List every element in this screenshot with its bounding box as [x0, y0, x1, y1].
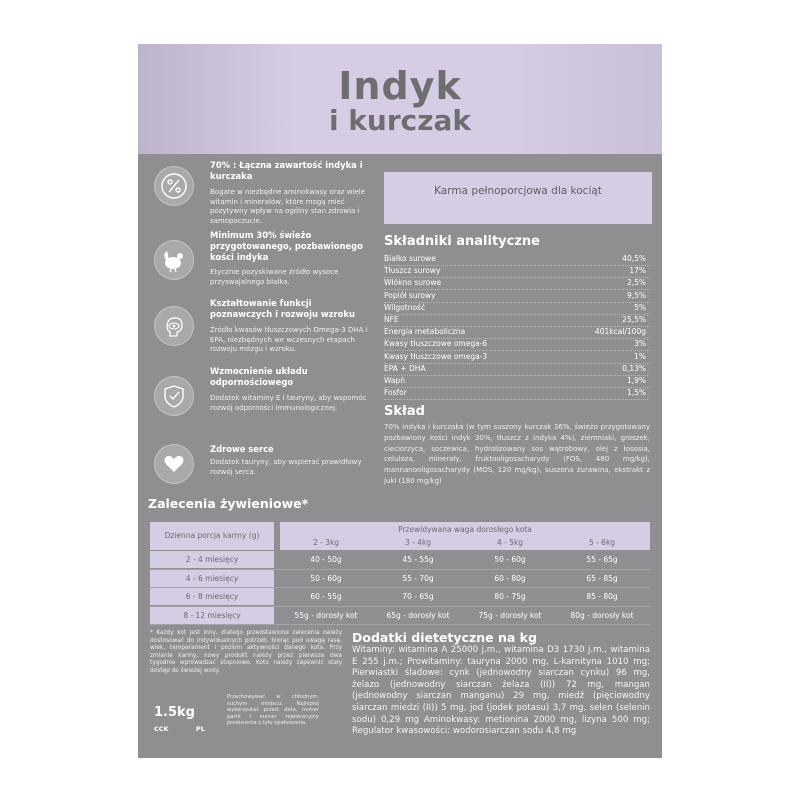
turkey-icon	[154, 240, 194, 280]
feeding-portion-cell: 55 - 70g	[402, 573, 434, 583]
row-divider	[150, 624, 650, 625]
title-band	[138, 44, 662, 154]
product-type-label: Karma pełnoporcjowa dla kociąt	[434, 185, 602, 197]
feature-desc: Źródło kwasów tłuszczowych Omega-3 DHA i EPA, niezbędnych we wczesnych etapach rozwoju mózgu i wzroku.	[210, 326, 368, 353]
analytical-heading: Składniki analityczne	[384, 234, 540, 249]
feature-desc: Dodatek tauryny, aby wspierać prawidłowy rozwój serca.	[210, 458, 362, 476]
feeding-portion-cell: 85 - 80g	[586, 592, 618, 601]
feature-title: Wzmocnienie układu odpornościowego	[210, 366, 308, 387]
weight-column-header: 4 - 5kg	[496, 538, 524, 547]
feature-title: Zdrowe serce	[210, 444, 274, 454]
analytical-name: Kwasy tłuszczowe omega-3	[384, 351, 488, 361]
feeding-age-label: 8 - 12 miesięcy	[183, 610, 241, 620]
analytical-value: 5%	[634, 302, 646, 312]
feature-protein	[154, 160, 364, 230]
analytical-row	[384, 387, 650, 400]
weight-column-header: 5 - 6kg	[588, 538, 616, 547]
feeding-portion-cell: 55 - 65g	[586, 555, 618, 564]
analytical-name: Białko surowe	[384, 254, 436, 263]
shield-icon	[154, 376, 194, 416]
feeding-top-header	[280, 522, 650, 550]
feeding-portion-cell: 40 - 50g	[310, 555, 342, 564]
feeding-portion-cell: 60 - 55g	[310, 592, 342, 601]
feeding-age-cell	[150, 607, 274, 624]
feeding-portion-cell: 45 - 55g	[402, 555, 434, 564]
feeding-age-label: 4 - 6 miesięcy	[185, 573, 239, 583]
feeding-portion-cell: 50 - 60g	[310, 573, 342, 583]
analytical-name: EPA + DHA	[384, 363, 426, 373]
additives-text: Witaminy: witamina A 25000 j.m., witamina D3 1730 j.m., witamina E 255 j.m.; Prowitaminy: tauryna 2000 mg, L-karnityna 1010 mg; Pierwiastki śladowe: cynk (jednowodny siarczan cynku) 96 mg, żelazo (jednowodny siarczan żelaza (II)) 72 mg, mangan (jednowodny siarczan manganu) 29 mg, miedź (pięciowodny siarczan miedzi (II)) 5 mg, jod (jodek potasu) 3,7 mg, selen (selenin sodu) 0,29 mg Aminokwasy: metionina 2000 mg, lizyna 500 mg; Regulator kwasowości: wodorosiarczan sodu 4,8 mg	[352, 645, 650, 737]
analytical-value: 1,9%	[626, 376, 646, 385]
product-subtitle: i kurczak	[328, 104, 472, 137]
feeding-left-header	[150, 522, 274, 550]
feature-desc: Dodatek witaminy E i tauryny, aby wspomóc rozwój odporności immunologicznej.	[210, 394, 367, 412]
analytical-value: 25,5%	[622, 315, 646, 324]
analytical-value: 3%	[634, 339, 646, 349]
feeding-portion-cell: 65g - dorosły kot	[386, 610, 450, 620]
analytical-name: Tłuszcz surowy	[384, 266, 441, 276]
analytical-row	[384, 375, 650, 388]
product-label-panel	[138, 44, 662, 758]
composition-heading: Skład	[384, 404, 425, 419]
feature-desc: Etycznie pozyskiwane źródło wysoce przyswajalnego białka.	[210, 268, 339, 286]
net-weight: 1.5kg	[154, 705, 195, 720]
product-title: Indyk	[338, 64, 462, 108]
feeding-age-label: 2 - 4 miesięcy	[185, 555, 239, 564]
analytical-name: NFE	[384, 315, 399, 324]
analytical-row	[384, 265, 650, 278]
analytical-name: Włókno surowe	[384, 278, 442, 288]
feature-cognitive	[154, 298, 368, 364]
weight-column-header: 3 - 4kg	[404, 538, 432, 547]
eye-brain-icon	[154, 306, 194, 346]
feature-title: Kształtowanie funkcji poznawczych i rozwoju wzroku	[210, 298, 355, 319]
feeding-portion-cell: 60 - 80g	[494, 573, 526, 583]
product-type-box	[384, 172, 652, 224]
analytical-row	[384, 338, 650, 351]
analytical-value: 17%	[629, 266, 646, 276]
composition-text: 70% indyka i kurczaka (w tym suszony kurczak 36%, świeżo przygotowany pozbawiony kości indyk 30%, tłuszcz z indyka 4%), ziemniaki, groszek, cieciorzyca, soczewica, hydrolizowany sos wątrobowy, olej z łososia, celuloza, minerały, fruktooligosacharydy (FOS, 480 mg/kg), mannanooligosacharydy (MOS, 120 mg/kg), suszona żurawina, ekstrakt z juki (180 mg/kg)	[384, 423, 650, 485]
analytical-name: Energia metaboliczna	[384, 327, 466, 337]
analytical-row	[384, 351, 650, 364]
analytical-value: 1%	[634, 351, 646, 361]
analytical-row	[384, 326, 650, 339]
feeding-age-label: 6 - 8 miesięcy	[185, 592, 239, 601]
analytical-row	[384, 290, 650, 303]
analytical-name: Fosfor	[384, 388, 407, 398]
analytical-row	[384, 277, 650, 290]
feature-immunity	[154, 366, 367, 426]
feature-turkey	[154, 230, 364, 290]
analytical-value: 0,13%	[622, 363, 646, 373]
feeding-portion-cell: 65 - 85g	[586, 573, 618, 583]
feeding-portion-cell: 75g - dorosły kot	[478, 610, 542, 620]
additives-heading: Dodatki dietetyczne na kg	[352, 630, 537, 645]
analytical-value: 40,5%	[622, 254, 646, 263]
code-cck: CCK	[154, 725, 169, 733]
feeding-top-header-label: Przewidywana waga dorosłego kota	[398, 525, 532, 534]
code-pl: PL	[196, 725, 205, 733]
analytical-value: 9,5%	[626, 290, 646, 300]
feature-heart	[154, 444, 364, 492]
feature-desc: Bogate w niezbędne aminokwasy oraz wiele witamin i minerałów, które mogą mieć pozytywny wpływ na ogólny stan zdrowia i samopoczucie.	[210, 188, 366, 225]
feeding-portion-cell: 80g - dorosły kot	[570, 610, 634, 620]
feeding-portion-cell: 70 - 65g	[402, 592, 434, 601]
analytical-row	[384, 253, 650, 266]
storage-text: Przechowywać w chłodnym, suchym miejscu. Najlepiej wykorzystać przed: data, numer partii i numer rejestracyjny producenta z tyłu opakowania.	[227, 694, 319, 727]
analytical-name: Wilgotność	[384, 302, 426, 312]
percent-icon	[154, 166, 194, 206]
feeding-age-cell	[150, 551, 274, 568]
feeding-age-cell	[150, 588, 274, 605]
feeding-portion-cell: 50 - 60g	[494, 555, 526, 564]
weight-column-header: 2 - 3kg	[312, 538, 340, 547]
analytical-row	[384, 363, 650, 376]
feature-title: Minimum 30% świeżo przygotowanego, pozbawionego kości indyka	[210, 230, 363, 262]
feeding-age-cell	[150, 570, 274, 587]
analytical-value: 2,5%	[626, 278, 646, 288]
analytical-name: Popiół surowy	[384, 290, 436, 300]
analytical-name: Wapń	[384, 376, 406, 385]
feeding-portion-cell: 80 - 75g	[494, 592, 526, 601]
analytical-row	[384, 314, 650, 327]
feature-title: 70% : Łączna zawartość indyka i kurczaka	[210, 160, 363, 181]
heart-icon	[154, 444, 194, 484]
feeding-note: * Każdy kot jest inny, dlatego przedstawione zalecenia należy dostosować do indywidualnych potrzeb, biorąc pod uwagę rasę, wiek, temperament i poziom aktywności danego kota. Przy zmianie karmy, nowy produkt należy przez pierwsze dwa tygodnie wprowadzać stopniowo. Kotu należy zapewnić stały dostęp do świeżej wody.	[150, 630, 342, 674]
analytical-row	[384, 302, 650, 315]
feeding-left-header-label: Dzienna porcja karmy (g)	[164, 531, 260, 540]
analytical-name: Kwasy tłuszczowe omega-6	[384, 339, 488, 349]
feeding-portion-cell: 55g - dorosły kot	[294, 610, 358, 620]
feeding-heading: Zalecenia żywieniowe*	[148, 496, 309, 511]
analytical-value: 401kcal/100g	[594, 327, 646, 337]
analytical-value: 1,5%	[626, 388, 646, 398]
